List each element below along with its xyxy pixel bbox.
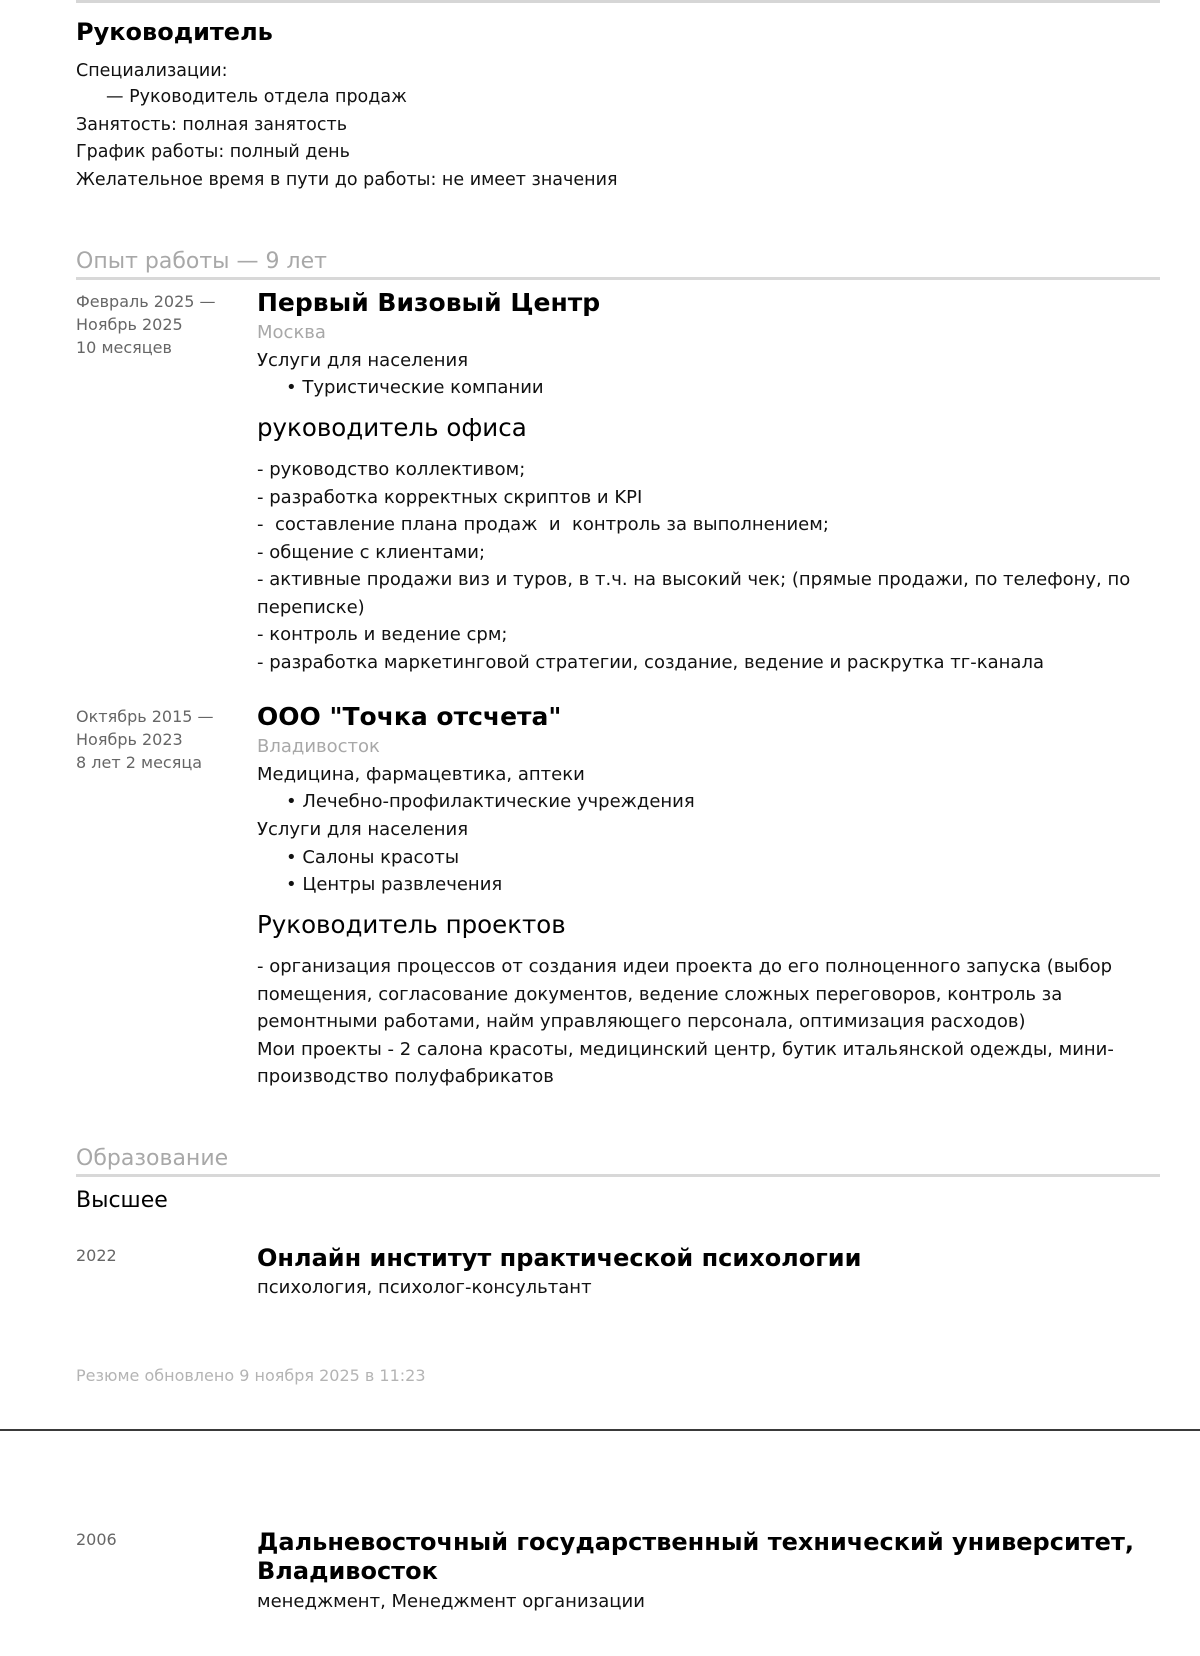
education-specialty: психология, психолог-консультант [257,1277,592,1298]
job-end: Ноябрь 2023 [76,730,183,749]
job-duration: 8 лет 2 месяца [76,753,203,772]
industry-sub: • Туристические компании [286,377,544,398]
industry-sub: • Центры развлечения [286,874,503,895]
job-end: Ноябрь 2025 [76,315,183,334]
industry: Услуги для населения [257,350,469,371]
industry-sub: • Салоны красоты [286,847,460,868]
company-name: Первый Визовый Центр [257,288,601,317]
company-name: ООО "Точка отсчета" [257,702,562,731]
job-description: - организация процессов от создания идеи проекта до его полноценного запуска (выбор помещения, согласование документов, ведение сложных переговоров, контроль за ремонтными работами, найм управляющего персонала, оптимизация расходов) Мои проекты - 2 салона красоты, медицинский центр, бутик итальянской одежды, мини-производство полуфабрикатов [257,956,1114,1087]
work-schedule: График работы: полный день [76,142,350,162]
institution-name: Дальневосточный государственный технический университет, Владивосток [257,1528,1134,1585]
institution-name: Онлайн институт практической психологии [257,1244,862,1272]
education-specialty: менеджмент, Менеджмент организации [257,1591,645,1612]
job-start: Февраль 2025 — [76,292,216,311]
specialization-item: — Руководитель отдела продаж [106,87,407,107]
desired-position-title: Руководитель [76,18,273,46]
job-duration: 10 месяцев [76,338,172,357]
industry: Услуги для населения [257,819,469,840]
education-year: 2022 [76,1246,117,1265]
specializations-label: Специализации: [76,61,228,81]
education-level: Высшее [76,1188,168,1213]
experience-header: Опыт работы — 9 лет [76,248,1160,280]
page-divider [0,1429,1200,1431]
top-divider [76,0,1160,3]
industry: Медицина, фармацевтика, аптеки [257,764,585,785]
job-dates [76,705,214,774]
company-city: Москва [257,322,326,343]
commute-time: Желательное время в пути до работы: не имеет значения [76,170,618,190]
job-start: Октябрь 2015 — [76,707,214,726]
job-description: - руководство коллективом; - разработка корректных скриптов и KPI - составление плана продаж и контроль за выполнением; - общение с клиентами; - активные продажи виз и туров, в т.ч. на высокий чек; (прямые продажи, по телефону, по переписке) - контроль и ведение срм; - разработка маркетинговой стратегии, создание, ведение и раскрутка тг-канала [257,459,1131,673]
employment-type: Занятость: полная занятость [76,115,348,135]
company-city: Владивосток [257,736,380,757]
industry-sub: • Лечебно-профилактические учреждения [286,791,695,812]
job-role: Руководитель проектов [257,910,566,939]
education-year: 2006 [76,1530,117,1549]
education-header: Образование [76,1145,1160,1177]
job-dates [76,290,216,359]
job-role: руководитель офиса [257,413,527,442]
resume-updated: Резюме обновлено 9 ноября 2025 в 11:23 [76,1366,426,1385]
